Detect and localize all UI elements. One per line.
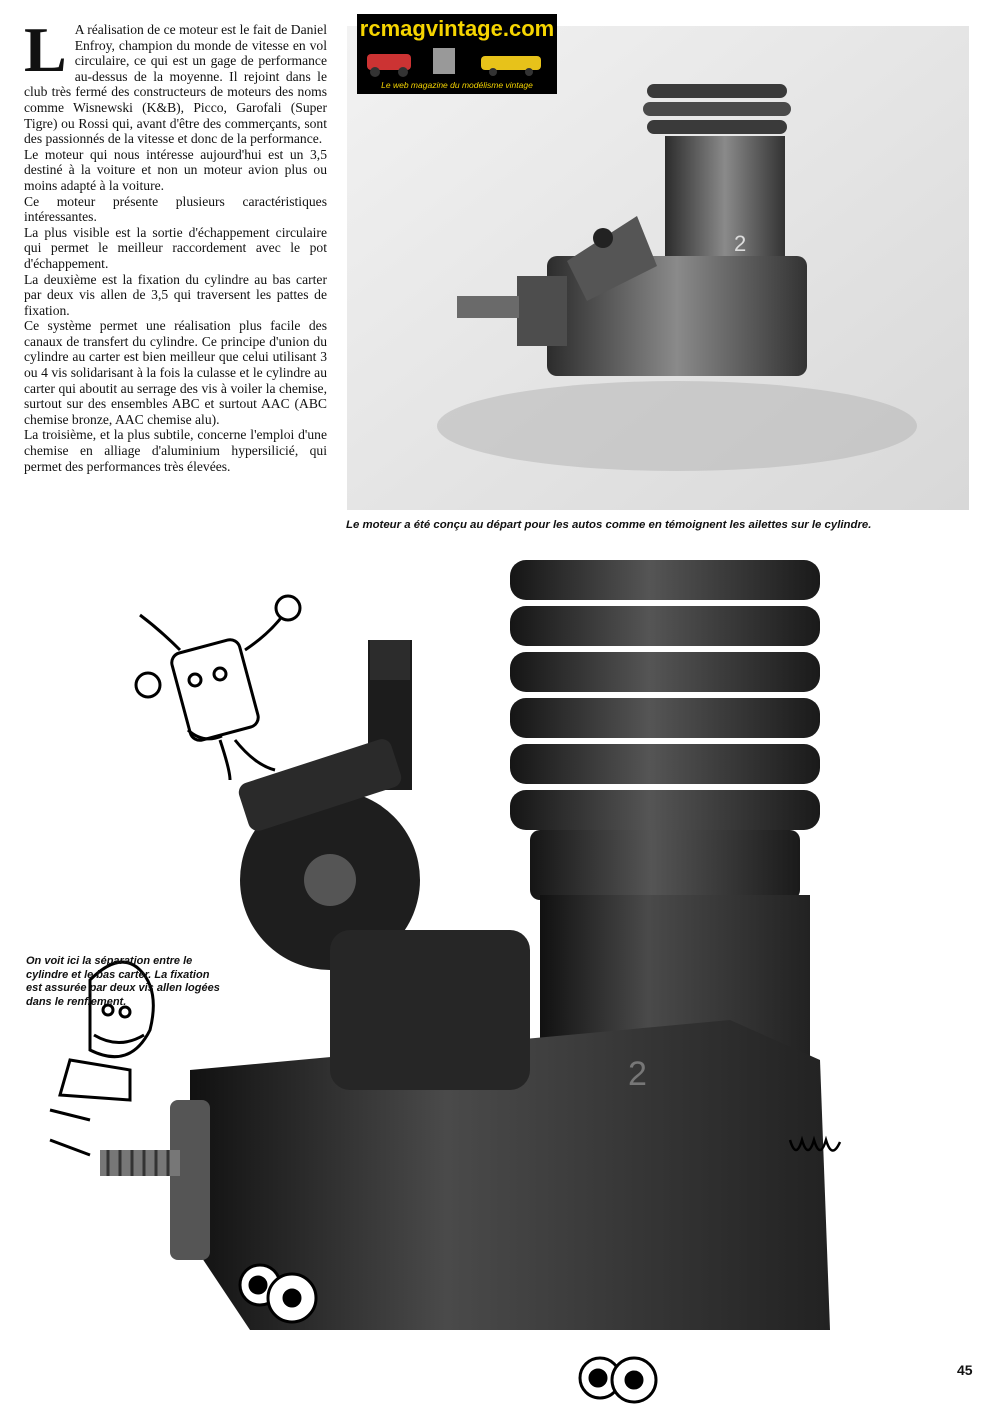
engine-marking-top: 2 [734, 231, 747, 256]
paragraph-4: La plus visible est la sortie d'échappement circulaire qui permet le meilleur raccordement avec le pot d'échappement. [24, 224, 327, 271]
caption-top-photo: Le moteur a été conçu au départ pour les autos comme en témoignent les ailettes sur le cylindre. [346, 519, 872, 531]
paragraph-5: La deuxième est la fixation du cylindre au bas carter par deux vis allen de 3,5 qui traversent les pattes de fixation. [24, 271, 327, 318]
paragraph-3: Ce moteur présente plusieurs caractéristiques intéressantes. [24, 193, 327, 225]
engine-marking-bottom: 2 [628, 1055, 647, 1093]
logo-title: rcmagvintage.com [359, 16, 555, 41]
article-body [24, 14, 327, 474]
page-number: 45 [957, 1362, 973, 1378]
logo-vehicles-icon [363, 44, 551, 78]
drop-cap: L [24, 14, 67, 85]
site-logo [357, 14, 557, 94]
paragraph-2: Le moteur qui nous intéresse aujourd'hui est un 3,5 destiné à la voiture et non un moteur avion plus ou moins adapté à la voiture. [24, 146, 327, 193]
cartoon-character-top [136, 596, 300, 780]
engine-photo-top [347, 26, 969, 510]
paragraph-7: La troisième, et la plus subtile, concerne l'emploi d'une chemise en alliage d'aluminium hypersilicié, qui permet des performances très élevées. [24, 427, 327, 474]
paragraph-6: Ce système permet une réalisation plus facile des canaux de transfert du cylindre. Ce principe d'union du cylindre au carter est bien meilleur que celui utilisant 3 ou 4 vis solidarisant à la fois la culasse et le cylindre au carter qui aboutit au serrage des vis à voiler la chemise, surtout sur des ensembles ABC et surtout AAC (ABC chemise bronze, AAC chemise alu). [24, 318, 327, 427]
paragraph-1: A réalisation de ce moteur est le fait de Daniel Enfroy, champion du monde de vitesse en vol circulaire, ce qui est un gage de performance au-dessus de la moyenne. Il rejoint dans le club très fermé des constructeurs de moteurs des noms comme Wisnewski (K&B), Picco, Garofali (Super Tigre) ou Rossi qui, avant d'être des commerçants, sont des passionnés de la vitesse et donc de la performance. [24, 22, 327, 147]
logo-tagline: Le web magazine du modélisme vintage [381, 80, 533, 90]
caption-bottom-photo: On voit ici la séparation entre le cylindre et le bas carter. La fixation est assurée par deux vis allen logées dans le renflement. [26, 955, 220, 1008]
